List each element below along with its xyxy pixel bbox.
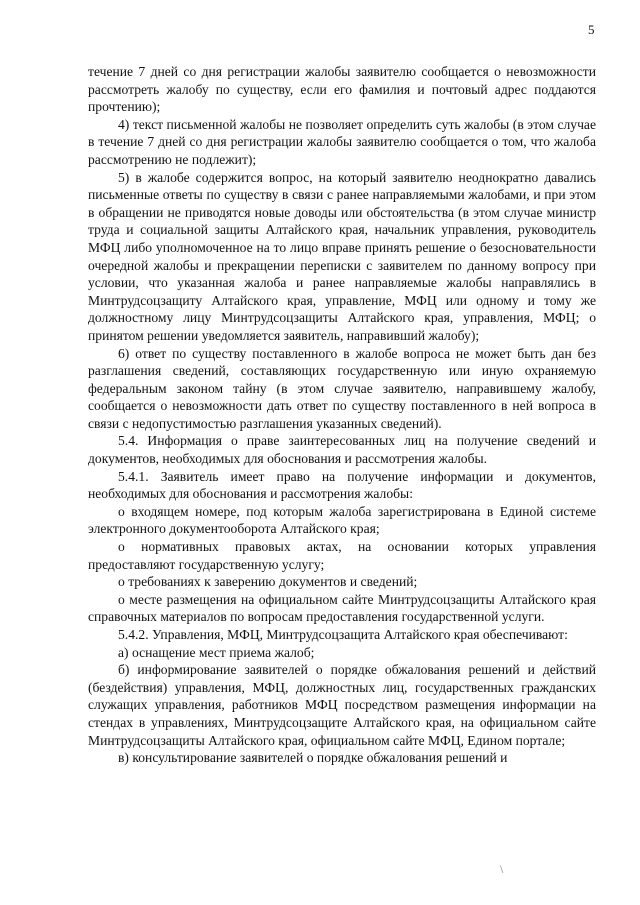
paragraph: 5.4.2. Управления, МФЦ, Минтрудсоцзащита Алтайского края обеспечивают: [118,627,568,642]
paragraph: о требованиях к заверению документов и сведений; [118,574,418,590]
paragraph: б) информирование заявителей о порядке обжалования решений и действий (бездействия) управления, МФЦ, должностных лиц, государственных гражданских служащих управления, работников МФЦ посредством размещения информации на стендах в управлениях, Минтрудсоцзащите Алтайского края, на официальном сайте Минтрудсоцзащиты Алтайского края, официальном сайте МФЦ, Едином портале; [88,662,596,748]
paragraph: течение 7 дней со дня регистрации жалобы заявителю сообщается о невозможности рассмотреть жалобу по существу, если его фамилия и почтовый адрес поддаются прочтению); [88,64,596,115]
paragraph: о нормативных правовых актах, на основании которых управления предоставляют государственную услугу; [88,539,596,572]
paragraph: 5.4.1. Заявитель имеет право на получение информации и документов, необходимых для обоснования и рассмотрения жалобы: [88,468,596,502]
page-number: 5 [588,22,595,37]
pen-mark: \ [500,862,504,876]
paragraph: о месте размещения на официальном сайте Минтрудсоцзащиты Алтайского края справочных материалов по вопросам предоставления государственной услуги. [88,591,596,625]
paragraph: а) оснащение мест приема жалоб; [118,644,315,660]
paragraph: о входящем номере, под которым жалоба зарегистрирована в Единой системе электронного документооборота Алтайского края; [88,503,596,537]
paragraph: в) консультирование заявителей о порядке обжалования решений и [118,750,508,766]
paragraph: 5) в жалобе содержится вопрос, на который заявителю неоднократно давались письменные ответы по существу в связи с ранее направляемыми жалобами, и при этом в обращении не приводятся новые доводы или обстоятельства (в этом случае министр труда и социальной защиты Алтайского края, начальник управления, руководитель МФЦ либо уполномоченное на то лицо вправе принять решение о безосновательности очередной жалобы и прекращении переписки с заявителем по данному вопросу при условии, что указанная жалоба и ранее направляемые жалобы направлялись в Минтрудсоцзащиту Алтайского края, управление, МФЦ или одному и тому же должностному лицу Минтрудсоцзащиты Алтайского края, управления, МФЦ; о принятом решении уведомляется заявитель, направивший жалобу); [88,169,596,343]
document-body [88,63,596,767]
paragraph: 6) ответ по существу поставленного в жалобе вопроса не может быть дан без разглашения сведений, составляющих государственную или иную охраняемую федеральным законом тайну (в этом случае заявителю, направившему жалобу, сообщается о невозможности дать ответ по существу поставленного в ней вопроса в связи с недопустимостью разглашения указанных сведений). [88,345,596,431]
paragraph: 5.4. Информация о праве заинтересованных лиц на получение сведений и документов, необходимых для обоснования и рассмотрения жалобы. [88,433,596,467]
paragraph: 4) текст письменной жалобы не позволяет определить суть жалобы (в этом случае в течение 7 дней со дня регистрации жалобы заявителю сообщается о том, что жалоба рассмотрению не подлежит); [88,116,596,167]
